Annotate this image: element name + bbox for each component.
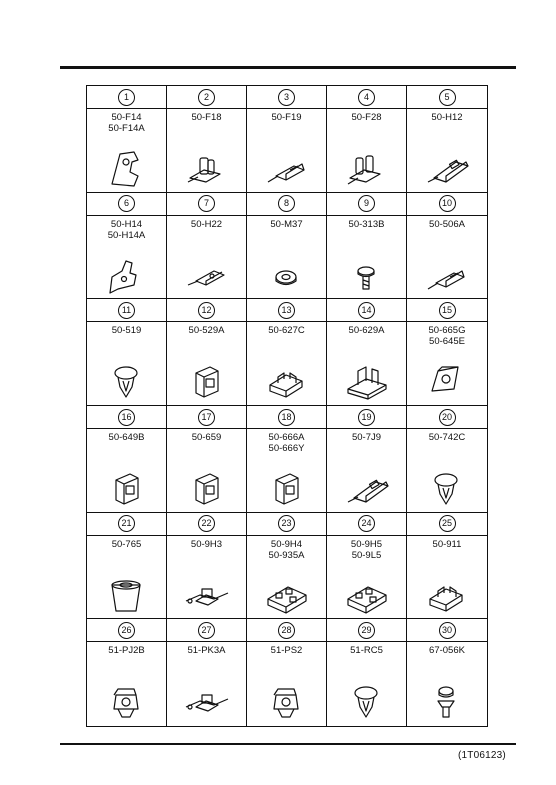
part-cell [327, 513, 407, 620]
part-cell [247, 86, 327, 193]
part-cell [247, 193, 327, 300]
part-number: 7 [198, 195, 215, 212]
part-number: 18 [278, 409, 295, 426]
reference-code: (1T06123) [458, 750, 506, 761]
strip-clip-icon [184, 681, 230, 726]
part-number-band [87, 513, 166, 536]
part-code: 50-H14A [107, 229, 146, 241]
part-number-band [247, 299, 326, 322]
part-code: 50-9H5 [350, 538, 383, 550]
part-codes [407, 219, 487, 230]
part-number-band [407, 513, 487, 536]
part-number-band [327, 299, 406, 322]
slide-clip-icon [344, 468, 390, 513]
part-cell [167, 513, 247, 620]
part-code: 50-659 [191, 432, 222, 444]
part-cell [247, 299, 327, 406]
part-codes [247, 112, 326, 123]
part-code: 50-F28 [351, 112, 382, 123]
part-code: 50-F19 [271, 112, 302, 123]
part-cell [167, 299, 247, 406]
part-code: 50-H14 [110, 218, 143, 230]
part-number: 4 [358, 89, 375, 106]
part-number-band [167, 513, 246, 536]
part-number-band [87, 406, 166, 429]
part-code: 50-7J9 [351, 432, 382, 444]
part-number: 15 [439, 302, 456, 319]
part-number: 29 [358, 622, 375, 639]
push-rivet-icon [104, 361, 150, 406]
part-number: 17 [198, 409, 215, 426]
part-number-band [327, 193, 406, 216]
part-code: 50-666A [268, 432, 305, 444]
top-rule [60, 66, 516, 69]
part-number: 28 [278, 622, 295, 639]
part-number: 3 [278, 89, 295, 106]
wide-clip-icon [344, 361, 390, 406]
part-code: 51-PJ2B [108, 645, 145, 657]
part-code: 50-765 [111, 538, 142, 550]
part-cell [167, 619, 247, 726]
part-codes [87, 219, 166, 241]
part-cell [327, 299, 407, 406]
part-cell [407, 86, 487, 193]
part-number-band [87, 193, 166, 216]
part-codes [167, 219, 246, 230]
part-codes [247, 539, 326, 561]
part-code: 50-742C [428, 432, 466, 444]
slide-clip-icon [424, 148, 470, 193]
part-code: 51-PS2 [270, 645, 303, 657]
part-number-band [407, 193, 487, 216]
screw-icon [344, 255, 390, 300]
part-number-band [167, 86, 246, 109]
part-codes [327, 645, 406, 656]
cup-clip-icon [104, 575, 150, 620]
multi-clip-icon [344, 575, 390, 620]
part-code: 50-665G [428, 325, 466, 337]
double-pin-clip-icon [344, 148, 390, 193]
plate-clip-icon [104, 148, 150, 193]
part-cell [87, 299, 167, 406]
part-code: 51-PK3A [187, 645, 226, 657]
part-number: 30 [439, 622, 456, 639]
part-number-band [407, 619, 487, 642]
part-number-band [247, 513, 326, 536]
part-cell [87, 513, 167, 620]
part-number-band [167, 299, 246, 322]
part-number-band [247, 406, 326, 429]
pin-clip-icon [184, 148, 230, 193]
bracket-clip-icon [104, 255, 150, 300]
part-code: 50-9L5 [351, 549, 382, 561]
part-code: 50-645E [429, 336, 465, 348]
part-code: 50-519 [111, 325, 142, 337]
part-number: 19 [358, 409, 375, 426]
part-number-band [247, 619, 326, 642]
part-number-band [87, 86, 166, 109]
part-number-band [327, 513, 406, 536]
part-code: 50-9H4 [270, 538, 303, 550]
part-cell [87, 406, 167, 513]
part-number-band [327, 619, 406, 642]
part-cell [247, 619, 327, 726]
part-code: 50-313B [348, 218, 385, 230]
part-codes [167, 539, 246, 550]
part-number: 6 [118, 195, 135, 212]
part-cell [247, 406, 327, 513]
part-code: 50-627C [268, 325, 305, 337]
part-codes [407, 645, 487, 656]
part-number-band [327, 406, 406, 429]
part-code: 50-F14 [111, 112, 142, 123]
part-number: 20 [439, 409, 456, 426]
part-number: 12 [198, 302, 215, 319]
part-codes [407, 432, 487, 443]
part-cell [407, 619, 487, 726]
part-codes [247, 219, 326, 230]
part-number-band [247, 193, 326, 216]
box-clip-icon [104, 468, 150, 513]
part-number: 14 [358, 302, 375, 319]
part-number: 11 [118, 302, 135, 319]
part-number: 21 [118, 515, 135, 532]
part-number: 27 [198, 622, 215, 639]
part-codes [247, 325, 326, 336]
part-cell [87, 619, 167, 726]
part-cell [327, 619, 407, 726]
part-codes [87, 645, 166, 656]
part-code: 50-F14A [108, 123, 145, 134]
part-number-band [407, 86, 487, 109]
part-codes [87, 539, 166, 550]
part-codes [167, 645, 246, 656]
channel-clip-icon [264, 361, 310, 406]
part-codes [87, 112, 166, 134]
part-codes [327, 539, 406, 561]
multi-clip-icon [264, 575, 310, 620]
part-codes [327, 112, 406, 123]
box-clip-icon [184, 468, 230, 513]
part-number-band [167, 406, 246, 429]
part-codes [327, 432, 406, 443]
strip-clip-icon [184, 575, 230, 620]
part-code: 50-666Y [268, 443, 305, 455]
part-number: 5 [439, 89, 456, 106]
part-number: 13 [278, 302, 295, 319]
part-number-band [327, 86, 406, 109]
part-cell [407, 299, 487, 406]
part-cell [407, 406, 487, 513]
part-number-band [87, 619, 166, 642]
part-cell [327, 406, 407, 513]
part-code: 51-RC5 [350, 645, 383, 657]
part-number: 8 [278, 195, 295, 212]
part-number: 23 [278, 515, 295, 532]
part-code: 50-H22 [190, 218, 223, 230]
parts-table [86, 85, 488, 727]
part-cell [247, 513, 327, 620]
part-cell [87, 86, 167, 193]
part-code: 50-9H3 [190, 538, 223, 550]
part-cell [407, 193, 487, 300]
part-cell [327, 86, 407, 193]
block-clip-icon [264, 148, 310, 193]
part-number-band [407, 406, 487, 429]
part-number-band [87, 299, 166, 322]
screw-grommet-icon [424, 681, 470, 726]
part-code: 67-056K [429, 645, 465, 657]
part-number: 25 [439, 515, 456, 532]
flat-clip-icon [184, 255, 230, 300]
part-codes [407, 325, 487, 347]
part-number-band [167, 193, 246, 216]
block-clip-icon [424, 255, 470, 300]
grommet-icon [264, 255, 310, 300]
part-number: 26 [118, 622, 135, 639]
box-clip-icon [184, 361, 230, 406]
part-number: 10 [439, 195, 456, 212]
part-cell [87, 193, 167, 300]
part-code: 50-F18 [191, 112, 222, 123]
push-rivet-icon [344, 681, 390, 726]
bottom-rule [60, 743, 516, 745]
part-number-band [167, 619, 246, 642]
nut-clip-icon [264, 681, 310, 726]
part-cell [167, 406, 247, 513]
part-codes [247, 645, 326, 656]
part-code: 50-506A [429, 218, 465, 230]
part-code: 50-H12 [431, 112, 463, 123]
part-cell [167, 86, 247, 193]
part-number: 1 [118, 89, 135, 106]
square-nut-icon [424, 361, 470, 406]
push-rivet-icon [424, 468, 470, 513]
part-codes [247, 432, 326, 454]
part-codes [407, 112, 487, 123]
part-codes [87, 325, 166, 336]
part-cell [327, 193, 407, 300]
part-codes [407, 539, 487, 550]
part-code: 50-649B [108, 432, 145, 444]
part-number: 24 [358, 515, 375, 532]
box-clip-icon [264, 468, 310, 513]
part-code: 50-M37 [270, 218, 303, 230]
part-cell [407, 513, 487, 620]
nut-clip-icon [104, 681, 150, 726]
part-codes [87, 432, 166, 443]
part-codes [327, 325, 406, 336]
part-number-band [407, 299, 487, 322]
part-code: 50-935A [268, 549, 305, 561]
channel-clip-icon [424, 575, 470, 620]
part-codes [167, 325, 246, 336]
part-number: 2 [198, 89, 215, 106]
part-codes [167, 112, 246, 123]
part-number-band [247, 86, 326, 109]
part-code: 50-629A [348, 325, 385, 337]
part-codes [167, 432, 246, 443]
part-cell [167, 193, 247, 300]
part-number: 9 [358, 195, 375, 212]
part-number: 16 [118, 409, 135, 426]
part-code: 50-911 [432, 538, 462, 550]
part-code: 50-529A [188, 325, 225, 337]
part-codes [327, 219, 406, 230]
part-number: 22 [198, 515, 215, 532]
